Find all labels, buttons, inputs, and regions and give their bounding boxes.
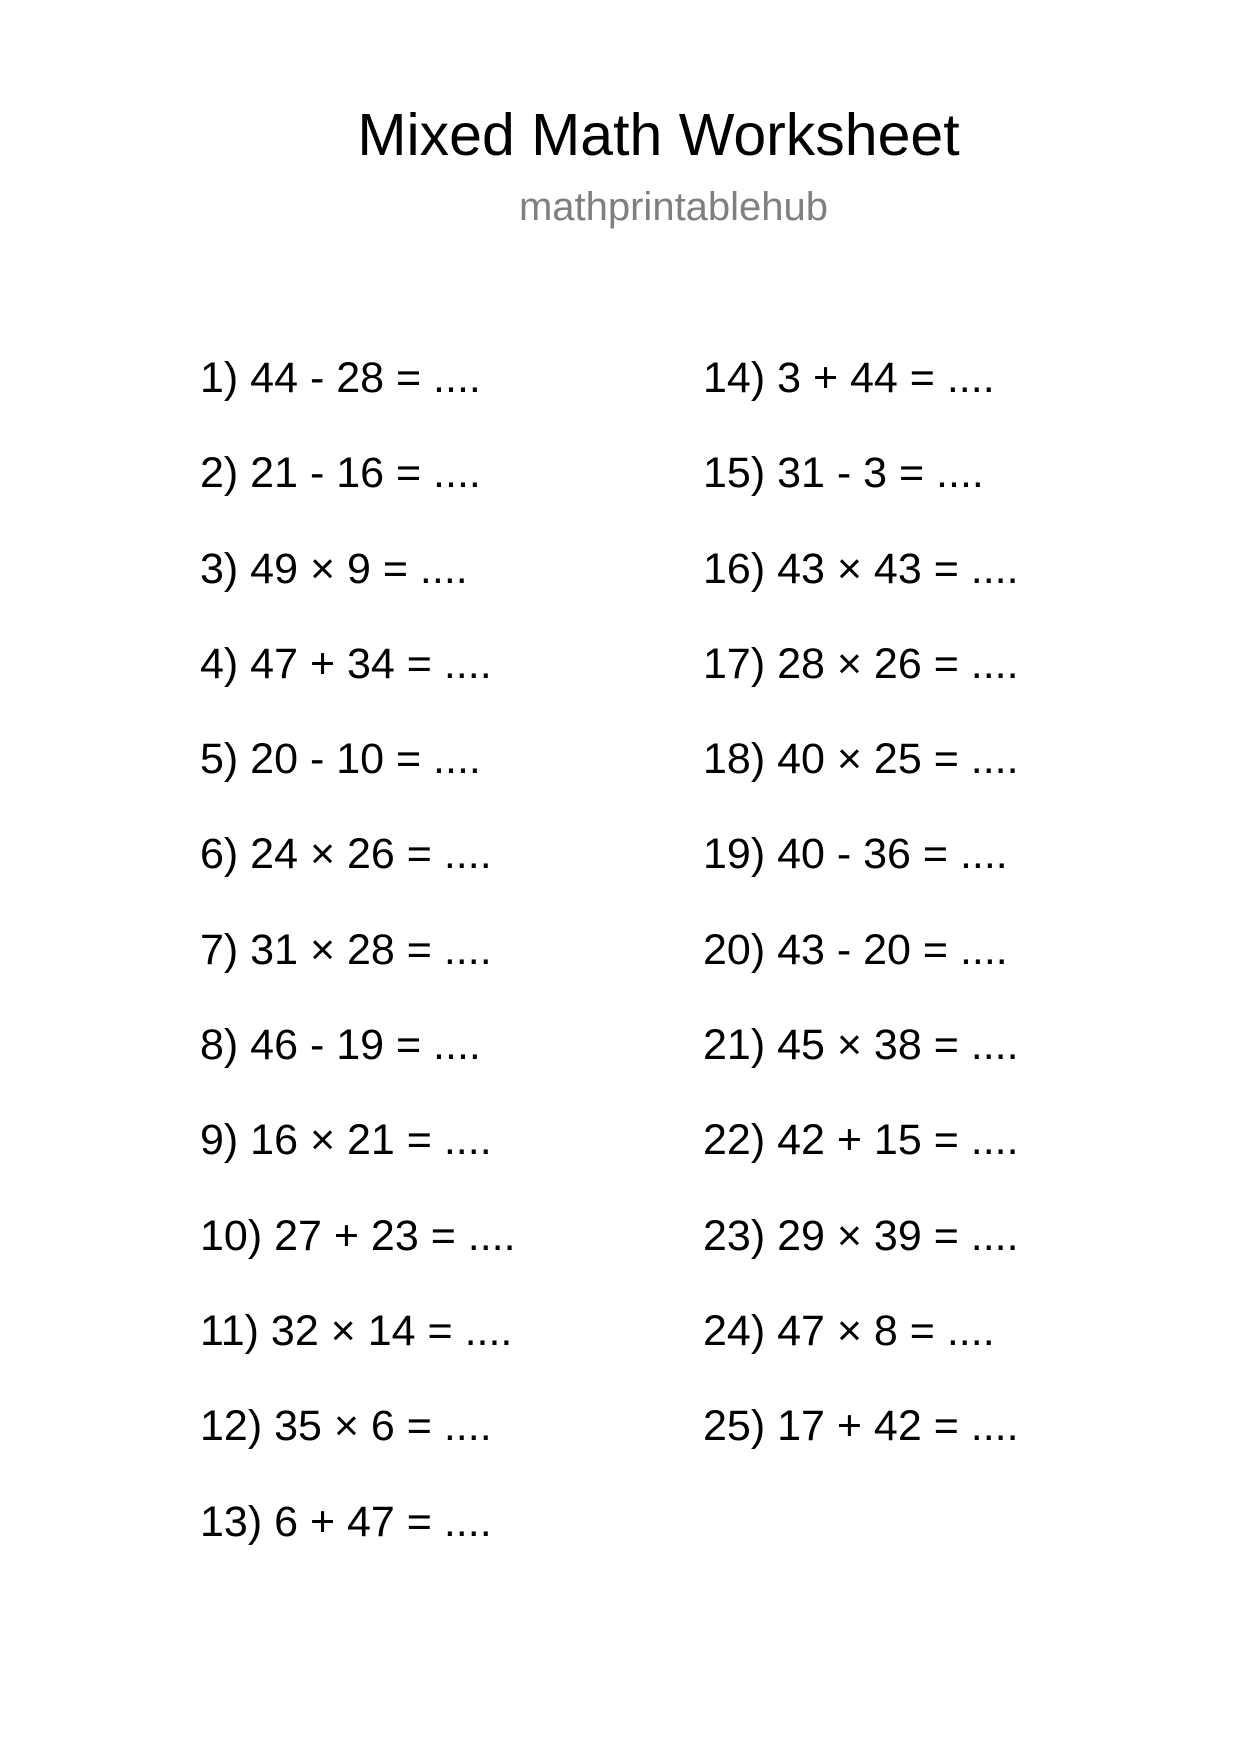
problem-item: 22) 42 + 15 = .... (703, 1116, 1019, 1165)
problem-item: 2) 21 - 16 = .... (200, 449, 481, 498)
problem-item: 16) 43 × 43 = .... (703, 544, 1019, 593)
problem-item: 4) 47 + 34 = .... (200, 639, 492, 688)
problem-item: 10) 27 + 23 = .... (200, 1211, 516, 1260)
problem-item: 11) 32 × 14 = .... (200, 1306, 513, 1355)
problem-item: 21) 45 × 38 = .... (703, 1021, 1019, 1070)
problem-item: 7) 31 × 28 = .... (200, 925, 492, 974)
problem-item: 17) 28 × 26 = .... (703, 639, 1019, 688)
problem-item: 1) 44 - 28 = .... (200, 354, 481, 402)
problem-item: 14) 3 + 44 = .... (703, 354, 995, 402)
problem-item: 9) 16 × 21 = .... (200, 1116, 492, 1165)
problem-column-right (703, 353, 1019, 1497)
problem-item: 23) 29 × 39 = .... (703, 1211, 1019, 1260)
problem-item: 24) 47 × 8 = .... (703, 1306, 995, 1355)
problem-item: 8) 46 - 19 = .... (200, 1021, 481, 1070)
problem-column-left (200, 353, 516, 1592)
problem-item: 6) 24 × 26 = .... (200, 830, 492, 879)
problem-item: 19) 40 - 36 = .... (703, 830, 1008, 879)
worksheet-subtitle: mathprintablehub (518, 185, 829, 229)
problem-item: 18) 40 × 25 = .... (703, 735, 1019, 784)
problem-item: 15) 31 - 3 = .... (703, 449, 984, 498)
problem-item: 20) 43 - 20 = .... (703, 925, 1008, 974)
worksheet-title: Mixed Math Worksheet (357, 102, 960, 168)
problem-item: 25) 17 + 42 = .... (703, 1402, 1019, 1451)
problem-item: 12) 35 × 6 = .... (200, 1402, 492, 1451)
problem-item: 5) 20 - 10 = .... (200, 735, 481, 784)
problem-item: 13) 6 + 47 = .... (200, 1497, 492, 1546)
problem-item: 3) 49 × 9 = .... (200, 544, 468, 593)
